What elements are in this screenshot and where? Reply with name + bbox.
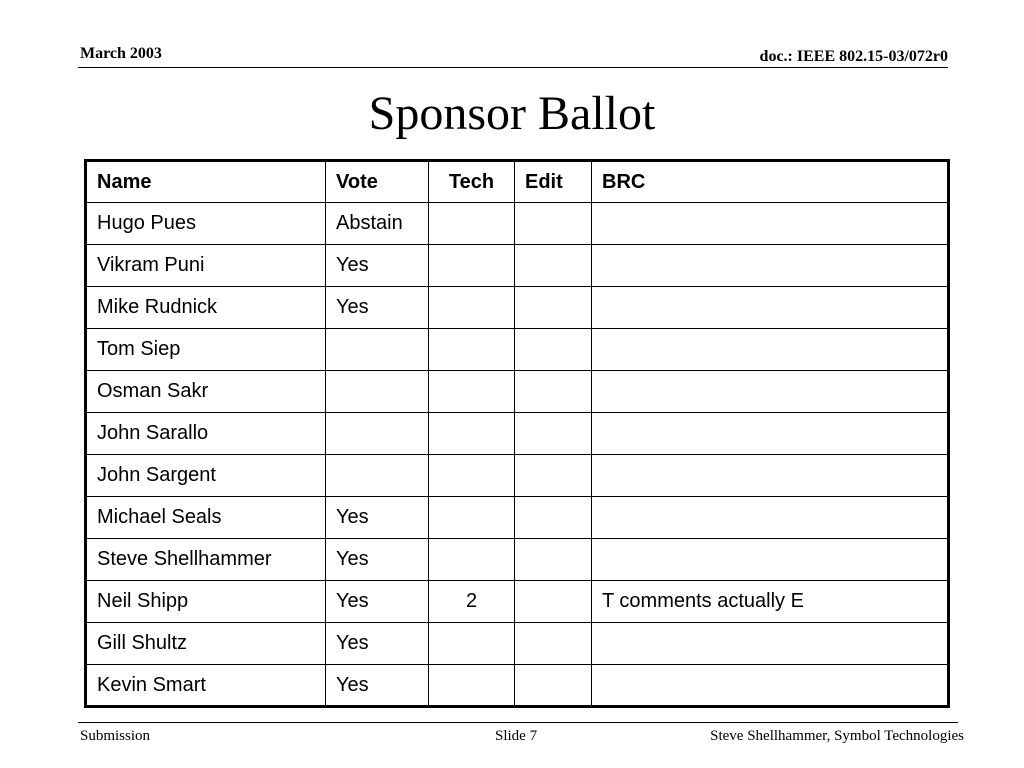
table-row: [86, 245, 949, 287]
footer-slide-number: Slide 7: [495, 728, 538, 744]
cell-tech: [429, 539, 515, 581]
cell-brc: [592, 245, 949, 287]
column-header-brc: BRC: [592, 161, 949, 203]
cell-vote: [326, 455, 429, 497]
ballot-table: [84, 159, 950, 708]
cell-vote: Yes: [326, 581, 429, 623]
cell-name: Neil Shipp: [86, 581, 326, 623]
cell-edit: [515, 623, 592, 665]
cell-vote: Abstain: [326, 203, 429, 245]
cell-name: Osman Sakr: [86, 371, 326, 413]
table-row: [86, 287, 949, 329]
column-header-vote: Vote: [326, 161, 429, 203]
header-date: March 2003: [80, 45, 162, 62]
table-row: [86, 371, 949, 413]
cell-vote: Yes: [326, 539, 429, 581]
cell-edit: [515, 497, 592, 539]
cell-tech: [429, 245, 515, 287]
cell-edit: [515, 287, 592, 329]
cell-tech: [429, 287, 515, 329]
cell-brc: [592, 497, 949, 539]
table-row: [86, 665, 949, 707]
cell-edit: [515, 203, 592, 245]
cell-edit: [515, 455, 592, 497]
cell-name: Michael Seals: [86, 497, 326, 539]
cell-name: Mike Rudnick: [86, 287, 326, 329]
cell-vote: Yes: [326, 287, 429, 329]
footer-submission: Submission: [80, 728, 151, 744]
cell-name: John Sarallo: [86, 413, 326, 455]
cell-name: Tom Siep: [86, 329, 326, 371]
cell-brc: [592, 539, 949, 581]
cell-brc: T comments actually E: [592, 581, 949, 623]
table-row: [86, 203, 949, 245]
cell-tech: [429, 623, 515, 665]
cell-tech: [429, 329, 515, 371]
table-row: [86, 413, 949, 455]
cell-tech: [429, 413, 515, 455]
table-row: [86, 623, 949, 665]
cell-edit: [515, 245, 592, 287]
cell-edit: [515, 539, 592, 581]
cell-brc: [592, 371, 949, 413]
cell-brc: [592, 665, 949, 707]
cell-name: Hugo Pues: [86, 203, 326, 245]
table-row: [86, 539, 949, 581]
cell-name: Gill Shultz: [86, 623, 326, 665]
footer-divider: [78, 722, 958, 723]
footer-author: Steve Shellhammer, Symbol Technologies: [710, 728, 964, 744]
cell-brc: [592, 287, 949, 329]
table-row: [86, 497, 949, 539]
cell-vote: Yes: [326, 665, 429, 707]
cell-vote: Yes: [326, 623, 429, 665]
cell-brc: [592, 455, 949, 497]
cell-edit: [515, 581, 592, 623]
cell-brc: [592, 203, 949, 245]
cell-brc: [592, 623, 949, 665]
cell-tech: [429, 203, 515, 245]
cell-tech: [429, 455, 515, 497]
cell-name: Vikram Puni: [86, 245, 326, 287]
table-row: [86, 455, 949, 497]
cell-tech: [429, 497, 515, 539]
slide-title: Sponsor Ballot: [368, 87, 656, 140]
table-row: [86, 329, 949, 371]
cell-vote: [326, 413, 429, 455]
header-divider: [78, 67, 948, 68]
cell-vote: Yes: [326, 245, 429, 287]
cell-name: Kevin Smart: [86, 665, 326, 707]
cell-name: Steve Shellhammer: [86, 539, 326, 581]
cell-edit: [515, 413, 592, 455]
cell-tech: [429, 371, 515, 413]
column-header-edit: Edit: [515, 161, 592, 203]
cell-brc: [592, 329, 949, 371]
cell-edit: [515, 665, 592, 707]
cell-tech: 2: [429, 581, 515, 623]
table-header-row: [86, 161, 949, 203]
cell-vote: Yes: [326, 497, 429, 539]
cell-edit: [515, 371, 592, 413]
cell-edit: [515, 329, 592, 371]
cell-vote: [326, 329, 429, 371]
table-row: [86, 581, 949, 623]
cell-tech: [429, 665, 515, 707]
column-header-tech: Tech: [429, 161, 515, 203]
column-header-name: Name: [86, 161, 326, 203]
cell-name: John Sargent: [86, 455, 326, 497]
cell-vote: [326, 371, 429, 413]
cell-brc: [592, 413, 949, 455]
header-doc-id: doc.: IEEE 802.15-03/072r0: [759, 48, 948, 65]
